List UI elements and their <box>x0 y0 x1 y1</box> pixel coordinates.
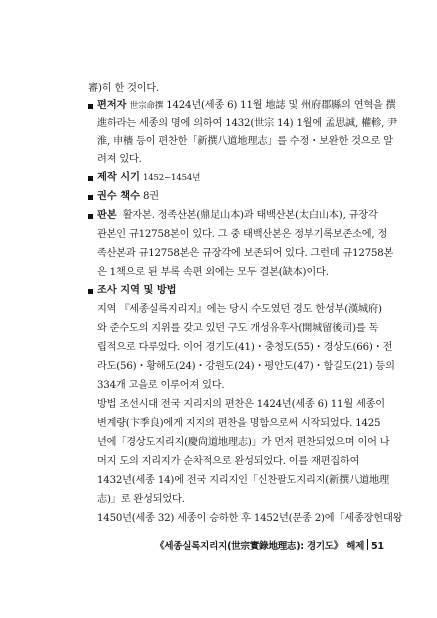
text-line: 審)히 한 것이다. <box>88 83 160 94</box>
bullet-square-icon <box>88 195 93 200</box>
text-line: 1432년(세종 14)에 전국 지리지인「신찬팔도지리지(新撰八道地理 <box>97 475 389 486</box>
section-label-compiler: 편저자 <box>97 100 127 111</box>
text-line: 淮, 申檣 등이 편찬한「新撰八道地理志」를 수정・보완한 것으로 알 <box>97 136 393 147</box>
text-line: 進하라는 세종의 명에 의하여 1432(世宗 14) 1월에 孟思誠, 權軫, 尹 <box>97 118 398 129</box>
footer-divider <box>367 539 368 550</box>
period-text: 1452~1454년 <box>142 173 201 183</box>
bullet-square-icon <box>88 214 93 219</box>
text-line: 방법 조선시대 전국 지리지의 편찬은 1424년(세종 6) 11월 세종이 <box>97 399 385 410</box>
section-label-volumes: 권수 책수 <box>97 191 140 202</box>
compiler-text: 1424년(세종 6) 11월 地誌 및 州府郡縣의 연혁을 撰 <box>166 100 396 111</box>
volumes-text: 8권 <box>142 191 159 202</box>
bullet-square-icon <box>88 104 93 109</box>
text-line: 지역 『세종실록지리지』에는 당시 수도였던 경도 한성부(漢城府) <box>97 304 382 315</box>
section-label-period: 제작 시기 <box>97 172 140 183</box>
text-line: 志)」로 완성되었다. <box>97 494 185 505</box>
text-line: 관본인 규12758본이 있다. 그 중 태백산본은 정부기록보존소에, 정 <box>97 229 388 240</box>
text-line: 족산본과 규12758본은 규장각에 보존되어 있다. 그런데 규12758본 <box>97 248 394 259</box>
text-line <box>97 190 159 204</box>
text-line: 334개 고을로 이루어져 있다. <box>97 380 225 391</box>
text-line: 변계량(卞季良)에게 지지의 편찬을 명함으로써 시작되었다. 1425 <box>97 418 381 429</box>
text-line: 라도(56)・황해도(24)・강원도(24)・평안도(47)・함길도(21) 등의 <box>97 361 395 372</box>
edition-text: 활자본. 정족산본(鼎足山本)과 태백산본(太白山本), 규장각 <box>122 210 378 221</box>
text-line <box>97 284 177 298</box>
bullet-square-icon <box>88 289 93 294</box>
text-line: 1450년(세종 32) 세종이 승하한 후 1452년(문종 2)에「세종장헌대왕 <box>97 513 403 524</box>
bullet-square-icon <box>88 176 93 181</box>
text-line: 머지 도의 지리지가 순차적으로 완성되었다. 이를 재편집하여 <box>97 456 360 467</box>
text-line <box>97 171 200 185</box>
page-number: 51 <box>371 541 384 552</box>
text-line: 은 1책으로 된 부록 속편 외에는 모두 결본(缺本)이다. <box>97 267 329 278</box>
footer-title: 《세종실록지리지(世宗實錄地理志): 경기도》 해제 <box>155 541 365 552</box>
running-footer <box>155 538 384 552</box>
text-line <box>97 209 378 223</box>
section-label-edition: 판본 <box>97 210 117 221</box>
text-line: 년에「경상도지리지(慶尙道地理志)」가 먼저 편찬되었으며 이어 나 <box>97 437 390 448</box>
text-line: 와 준수도의 지위를 갖고 있던 구도 개성유후사(開城留後司)를 독 <box>97 323 379 334</box>
compiler-name: 世宗命撰 <box>129 101 164 111</box>
text-line: 립적으로 다루었다. 이어 경기도(41)・충청도(55)・경상도(66)・전 <box>97 342 393 353</box>
text-line <box>97 99 396 113</box>
section-label-survey: 조사 지역 및 방법 <box>97 285 177 296</box>
text-line: 려져 있다. <box>97 154 142 165</box>
